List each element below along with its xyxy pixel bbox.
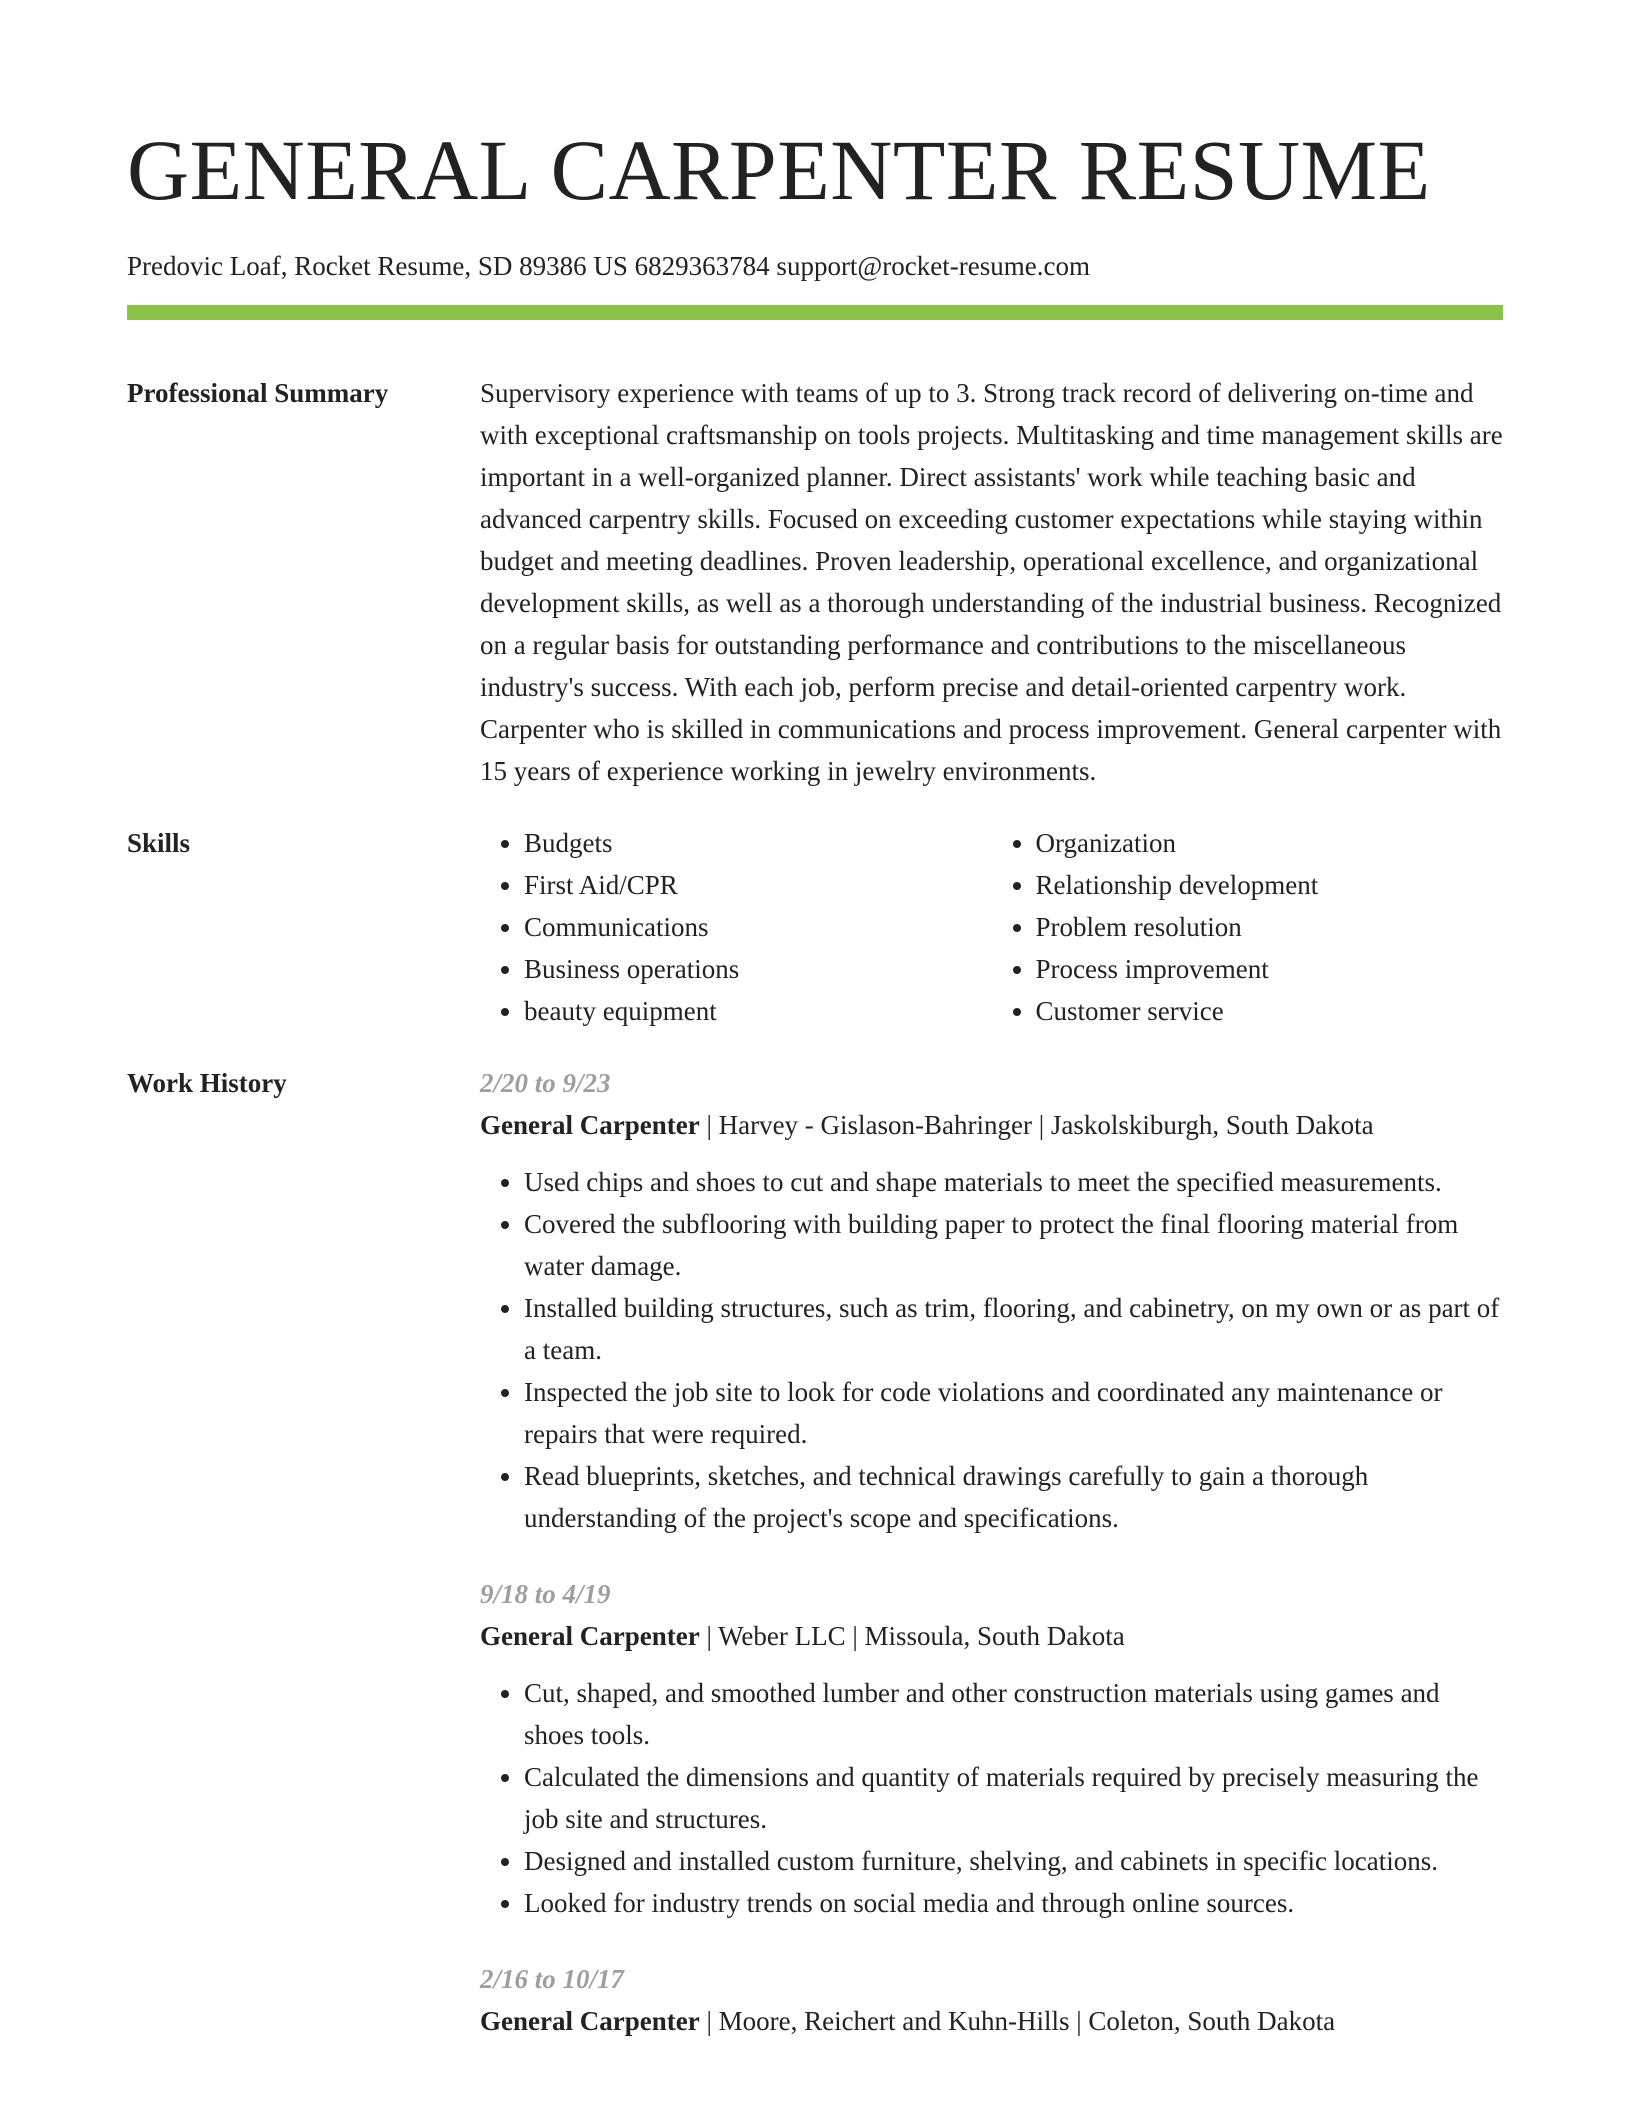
skills-column-right xyxy=(992,822,1504,1032)
job-bullet: • Installed building structures, such as trim, flooring, and cabinetry, on my own or as part of a team. xyxy=(524,1287,1503,1371)
job-title: General Carpenter xyxy=(480,1110,700,1140)
skills-column-left xyxy=(480,822,992,1032)
skill-item: • First Aid/CPR xyxy=(524,864,992,906)
skills-grid xyxy=(480,822,1503,1032)
summary-text: Supervisory experience with teams of up to 3. Strong track record of delivering on-time and with exceptional craftsmanship on tools projects. Multitasking and time management skills are important in a well-organized planner. Direct assistants' work while teaching basic and advanced carpentry skills. Focused on exceeding customer expectations while staying within budget and meeting deadlines. Proven leadership, operational excellence, and organizational development skills, as well as a thorough understanding of the industrial business. Recognized on a regular basis for outstanding performance and contributions to the miscellaneous industry's success. With each job, perform precise and detail-oriented carpentry work. Carpenter who is skilled in communications and process improvement. General carpenter with 15 years of experience working in jewelry environments. xyxy=(480,378,1503,786)
skill-item: • Budgets xyxy=(524,822,992,864)
section-label-work-history: Work History xyxy=(127,1068,287,1098)
job-title: General Carpenter xyxy=(480,1621,700,1651)
job-entry xyxy=(480,1573,1503,1924)
header-divider xyxy=(127,305,1503,320)
skill-item: • Process improvement xyxy=(1036,948,1504,990)
skill-item: • Customer service xyxy=(1036,990,1504,1032)
job-entry xyxy=(480,1062,1503,1539)
job-title: General Carpenter xyxy=(480,2006,700,2036)
section-label-skills: Skills xyxy=(127,828,191,858)
section-label-summary: Professional Summary xyxy=(127,378,389,408)
job-details: | Moore, Reichert and Kuhn-Hills | Coleton, South Dakota xyxy=(699,2006,1336,2036)
job-bullet: • Looked for industry trends on social media and through online sources. xyxy=(524,1882,1503,1924)
job-bullet: • Covered the subflooring with building paper to protect the final flooring material from water damage. xyxy=(524,1203,1503,1287)
job-heading xyxy=(480,1615,1503,1657)
work-history-section xyxy=(127,1062,1503,2042)
resume-title: GENERAL CARPENTER RESUME xyxy=(127,122,1431,218)
skill-item: • beauty equipment xyxy=(524,990,992,1032)
job-details: | Harvey - Gislason-Bahringer | Jaskolskiburgh, South Dakota xyxy=(699,1110,1374,1140)
job-bullet: • Calculated the dimensions and quantity of materials required by precisely measuring the job site and structures. xyxy=(524,1756,1503,1840)
skill-item: • Communications xyxy=(524,906,992,948)
job-bullet: • Designed and installed custom furniture, shelving, and cabinets in specific locations. xyxy=(524,1840,1503,1882)
job-bullet: • Inspected the job site to look for code violations and coordinated any maintenance or repairs that were required. xyxy=(524,1371,1503,1455)
resume-page xyxy=(127,0,1503,2042)
job-bullet: • Cut, shaped, and smoothed lumber and other construction materials using games and shoes tools. xyxy=(524,1672,1503,1756)
job-details: | Weber LLC | Missoula, South Dakota xyxy=(699,1621,1125,1651)
job-dates: 9/18 to 4/19 xyxy=(480,1579,611,1609)
job-bullet: • Read blueprints, sketches, and technical drawings carefully to gain a thorough understanding of the project's scope and specifications. xyxy=(524,1455,1503,1539)
summary-section xyxy=(127,372,1503,792)
job-dates: 2/16 to 10/17 xyxy=(480,1964,625,1994)
job-dates: 2/20 to 9/23 xyxy=(480,1068,611,1098)
job-heading xyxy=(480,2000,1503,2042)
job-heading xyxy=(480,1104,1503,1146)
skills-section xyxy=(127,822,1503,1032)
skill-item: • Problem resolution xyxy=(1036,906,1504,948)
job-entry xyxy=(480,1958,1503,2042)
job-bullets xyxy=(480,1161,1503,1539)
skill-item: • Relationship development xyxy=(1036,864,1504,906)
contact-line: Predovic Loaf, Rocket Resume, SD 89386 US 6829363784 support@rocket-resume.com xyxy=(127,251,1090,281)
job-bullets xyxy=(480,1672,1503,1924)
job-bullet: • Used chips and shoes to cut and shape materials to meet the specified measurements. xyxy=(524,1161,1503,1203)
skill-item: • Business operations xyxy=(524,948,992,990)
skill-item: • Organization xyxy=(1036,822,1504,864)
